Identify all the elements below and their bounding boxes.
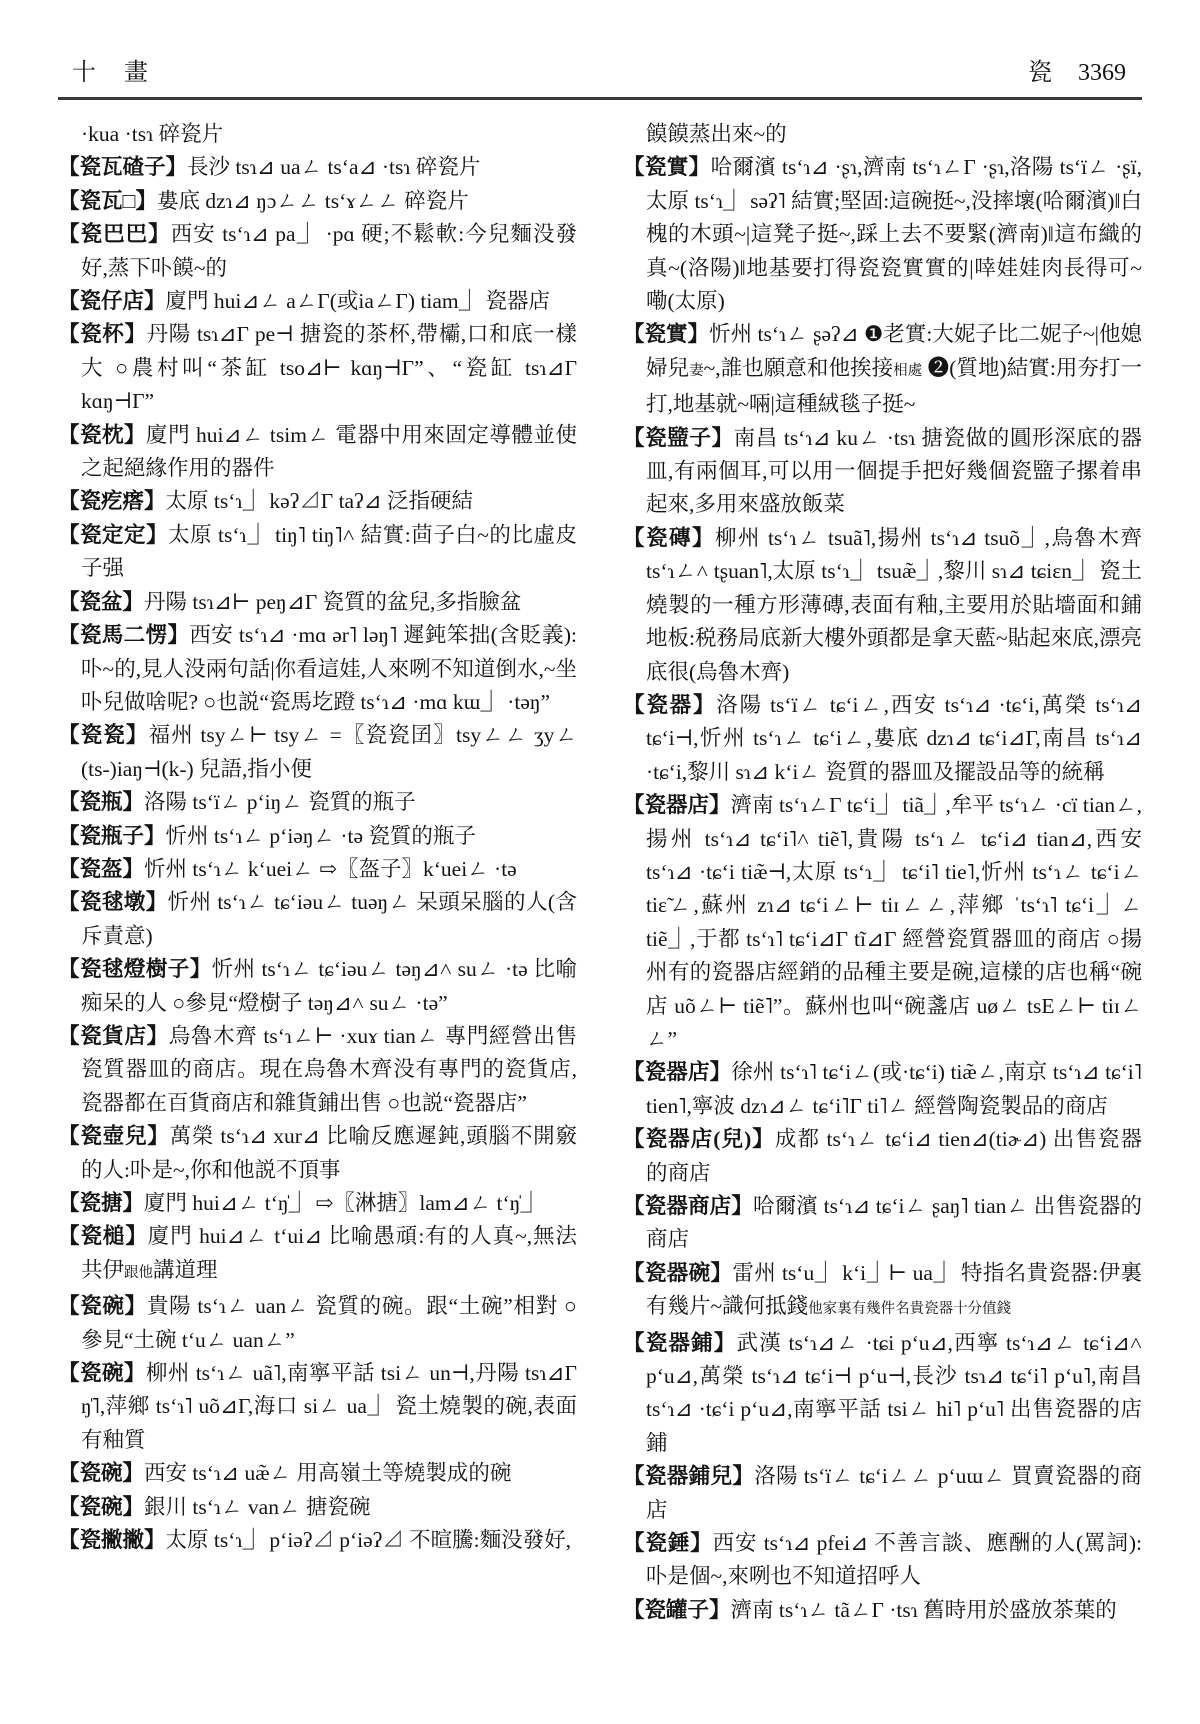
- dictionary-entry: 【瓷馬二愣】西安 tsʻɿ⊿ ·mɑ ər˥ ləŋ˥ 遲鈍笨拙(含貶義):卟~的,見人没兩句話|你看這娃,人來咧不知道倒水,~坐卟兒做啥呢? ○也説“瓷馬圪蹬 tsʻɿ⊿ ·mɑ kɯ⏌ ·təŋ”: [58, 623, 577, 714]
- dictionary-entry: 【瓷器鋪】武漢 tsʻɿ⊿ㄥ ·tɕi pʻu⊿,西寧 tsʻɿ⊿ㄥ tɕʻi⊿˄ pʻu⊿,萬榮 tsʻɿ⊿ tɕʻi⊣ pʻu⊣,長沙 tsɿ⊿ tɕʻi˥ pʻu˥,南昌 tsʻɿ⊿ ·tɕʻi pʻu⊿,南寧平話 tsiㄥ hi˥ pʻu˥ 出售瓷器的店鋪: [623, 1330, 1142, 1455]
- entry-headword: 【瓷磚】: [623, 525, 716, 550]
- dictionary-entry: 【瓷實】忻州 tsʻɿㄥ ʂəʔ⊿ ❶老實:大妮子比二妮子~|他媳婦兒妻~,誰也願意和他挨接相處 ❷(質地)結實:用夯打一打,地基就~啢|這種絨毯子挺~: [623, 322, 1143, 417]
- dictionary-entry: 【瓷仔店】廈門 hui⊿ㄥ aㄥΓ(或iaㄥΓ) tiam⏌ 瓷器店: [58, 289, 550, 314]
- entry-headword: 【瓷盬子】: [623, 425, 734, 450]
- page-header: [58, 44, 1142, 95]
- dictionary-entry: 【瓷瓶】洛陽 tsʻïㄥ pʻiŋㄥ 瓷質的瓶子: [58, 790, 416, 815]
- entry-headword: 【瓷瓶子】: [58, 823, 166, 848]
- section-title: 十 畫: [72, 60, 150, 86]
- entry-headword: 【瓷杯】: [58, 322, 147, 347]
- dictionary-entry: 【瓷定定】太原 tsʻɿ⏌ tiŋ˥ tiŋ˥˄ 結實:茴子白~的比虛皮子强: [58, 522, 577, 581]
- dictionary-entry: 【瓷器商店】哈爾濱 tsʻɿ⊿ tɕʻiㄥ ʂaŋ˥ tianㄥ 出售瓷器的商店: [623, 1194, 1142, 1252]
- entry-headword: 【瓷器店】: [623, 1060, 732, 1085]
- dictionary-entry: 【瓷疙瘩】太原 tsʻɿ⏌ kəʔ⊿Γ taʔ⊿ 泛指硬結: [58, 489, 474, 514]
- entry-headword: 【瓷瓦碴子】: [58, 155, 188, 180]
- annotation-small-text: 相處: [893, 362, 923, 379]
- left-column: [58, 118, 577, 1627]
- entry-headword: 【瓷瓦□】: [58, 188, 157, 213]
- dictionary-entry: 【瓷瓷】福州 tsyㄥ⊢ tsyㄥ =〖瓷瓷囝〗tsyㄥㄥ ʒyㄥ(ts-)iaŋ⊣(k-) 兒語,指小便: [58, 723, 577, 781]
- dictionary-body: [58, 118, 1142, 1627]
- dictionary-entry: 【瓷巴巴】西安 tsʻɿ⊿ pa⏌ ·pɑ 硬;不鬆軟:今兒麵没發好,蒸下卟饃~的: [58, 222, 577, 280]
- entry-headword: 【瓷碗】: [58, 1494, 145, 1519]
- dictionary-entry: 【瓷器店】濟南 tsʻɿㄥΓ tɕʻi⏌ tiã⏌,牟平 tsʻɿㄥ ·cï tianㄥ,揚州 tsʻɿ⊿ tɕʻi˥˄ tiẽ˥,貴陽 tsʻɿㄥ tɕʻi⊿ tian⊿,西安 tsʻɿ⊿ ·tɕʻi tiæ̃⊣,太原 tsʻɿ⏌ tɕʻi˥ tie˥,忻州 tsʻɿㄥ tɕʻiㄥ tiɛ̃ㄥ,蘇州 zɿ⊿ tɕʻiㄥ⊢ tiɪㄥㄥ,萍鄉 ˈtsʻɿ˥ tɕʻi⏌ㄥ tiẽ⏌,于都 tsʻɿ˥ tɕʻi⊿Γ tĩ⊿Γ 經營瓷質器皿的商店 ○揚州有的瓷器店經銷的品種主要是碗,這樣的店也稱“碗店 uõㄥ⊢ tiẽ˥”。蘇州也叫“碗盞店 uøㄥ tsEㄥ⊢ tiɪㄥㄥ”: [623, 793, 1142, 1051]
- entry-headword: 【瓷器鋪】: [623, 1330, 737, 1355]
- entry-headword: 【瓷壺兒】: [58, 1124, 170, 1149]
- dictionary-entry: 【瓷槌】廈門 hui⊿ㄥ tʻui⊿ 比喻愚頑:有的人真~,無法共伊跟他講道理: [58, 1224, 577, 1282]
- dictionary-entry: 【瓷貨店】烏魯木齊 tsʻɿㄥ⊢ ·xuɤ tianㄥ 專門經營出售瓷質器皿的商店。現在烏魯木齊没有專門的瓷貨店,瓷器都在百貨商店和雜貨鋪出售 ○也説“瓷器店”: [58, 1023, 577, 1115]
- entry-continuation: ·kua ·tsɿ 碎瓷片: [81, 122, 224, 146]
- entry-headword: 【瓷盔】: [58, 856, 145, 881]
- right-column: [623, 118, 1142, 1627]
- entry-headword: 【瓷瓶】: [58, 790, 145, 815]
- entry-headword: 【瓷器鋪兒】: [623, 1464, 755, 1489]
- dictionary-entry: 【瓷錘】西安 tsʻɿ⊿ pfei⊿ 不善言談、應酬的人(罵詞):卟是個~,來咧也不知道招呼人: [623, 1531, 1142, 1589]
- entry-headword: 【瓷器店】: [623, 793, 731, 818]
- dictionary-entry: 【瓷器店】徐州 tsʻɿ˥ tɕʻiㄥ(或·tɕʻi) tiæ̃ㄥ,南京 tsʻɿ⊿ tɕʻi˥ tien˥,寧波 dzɿ⊿ㄥ tɕʻi˥Γ ti˥ㄥ 經營陶瓷製品的商店: [623, 1060, 1142, 1118]
- entry-headword: 【瓷馬二愣】: [58, 623, 190, 648]
- entry-headword: 【瓷碗】: [58, 1361, 146, 1386]
- entry-headword: 【瓷撇撇】: [58, 1528, 166, 1553]
- dictionary-entry: 【瓷盔】忻州 tsʻɿㄥ kʻueiㄥ ⇨〖盔子〗kʻueiㄥ ·tə: [58, 856, 517, 881]
- entry-headword: 【瓷巴巴】: [58, 222, 171, 247]
- entry-headword: 【瓷毬燈樹子】: [58, 957, 212, 982]
- dictionary-entry: 【瓷碗】貴陽 tsʻɿㄥ uanㄥ 瓷質的碗。跟“土碗”相對 ○參見“土碗 tʻuㄥ uanㄥ”: [58, 1294, 577, 1352]
- dictionary-entry: 【瓷瓶子】忻州 tsʻɿㄥ pʻiəŋㄥ ·tə 瓷質的瓶子: [58, 823, 476, 848]
- dictionary-entry: 【瓷碗】銀川 tsʻɿㄥ vanㄥ 搪瓷碗: [58, 1494, 371, 1519]
- dictionary-entry: 【瓷碗】柳州 tsʻɿㄥ uã˥,南寧平話 tsiㄥ un⊣,丹陽 tsɿ⊿Γ ŋ̍˥,萍鄉 tsʻɿ˥ uõ⊿Γ,海口 siㄥ ua⏌ 瓷土燒製的碗,表面有釉質: [58, 1361, 577, 1452]
- dictionary-entry: 【瓷器】洛陽 tsʻïㄥ tɕʻiㄥ,西安 tsʻɿ⊿ ·tɕʻi,萬榮 tsʻɿ⊿ tɕʻi⊣,忻州 tsʻɿㄥ tɕʻiㄥ,婁底 dzɿ⊿ tɕʻi⊿Γ,南昌 tsʻɿ⊿ ·tɕʻi,黎川 sɿ⊿ kʻiㄥ 瓷質的器皿及擺設品等的統稱: [623, 692, 1142, 784]
- entry-headword: 【瓷碗】: [58, 1294, 147, 1319]
- entry-headword: 【瓷罐子】: [623, 1597, 731, 1622]
- dictionary-entry: 【瓷瓦□】婁底 dzɿ⊿ ŋɔㄥㄥ tsʻɤㄥㄥ 碎瓷片: [58, 188, 469, 213]
- dictionary-entry: 【瓷器鋪兒】洛陽 tsʻïㄥ tɕʻiㄥㄥ pʻuɯㄥ 買賣瓷器的商店: [623, 1464, 1142, 1522]
- entry-headword: 【瓷定定】: [58, 522, 169, 547]
- dictionary-entry: 【瓷毬燈樹子】忻州 tsʻɿㄥ tɕʻiəuㄥ təŋ⊿˄ suㄥ ·tə 比喻痴呆的人 ○參見“燈樹子 təŋ⊿˄ suㄥ ·tə”: [58, 957, 577, 1015]
- dictionary-entry: 【瓷瓦碴子】長沙 tsɿ⊿ uaㄥ tsʻa⊿ ·tsɿ 碎瓷片: [58, 155, 481, 180]
- dictionary-entry: 【瓷磚】柳州 tsʻɿㄥ tsuã˥,揚州 tsʻɿ⊿ tsuõ⏌,烏魯木齊 tsʻɿㄥ˄ tʂuan˥,太原 tsʻɿ⏌ tsuæ̃⏌,黎川 sɿ⊿ tɕiɛn⏌ 瓷土燒製的一種方形薄磚,表面有釉,主要用於貼墻面和鋪地板:税務局底新大樓外頭都是拿天藍~貼起來底,漂亮底很(烏魯木齊): [623, 525, 1142, 684]
- entry-headword: 【瓷器店(兒)】: [623, 1127, 775, 1152]
- dictionary-entry: 【瓷毬墩】忻州 tsʻɿㄥ tɕʻiəuㄥ tuəŋㄥ 呆頭呆腦的人(含斥責意): [58, 890, 577, 948]
- entry-headword: 【瓷仔店】: [58, 289, 166, 314]
- entry-headword: 【瓷器商店】: [623, 1194, 754, 1218]
- dictionary-entry: 【瓷搪】廈門 hui⊿ㄥ tʻŋ̍⏌ ⇨〖淋搪〗lam⊿ㄥ tʻŋ̍⏌: [58, 1191, 542, 1215]
- guide-word: [1028, 52, 1126, 87]
- entry-headword: 【瓷毬墩】: [58, 890, 168, 915]
- entry-headword: 【瓷枕】: [58, 422, 147, 447]
- entry-headword: 【瓷實】: [623, 322, 710, 347]
- entry-headword: 【瓷疙瘩】: [58, 489, 166, 514]
- entry-headword: 【瓷錘】: [623, 1531, 713, 1556]
- dictionary-entry: 【瓷器碗】雷州 tsʻu⏌ kʻi⏌⊢ ua⏌ 特指名貴瓷器:伊裏有幾片~識何抵錢他家裏有幾件名貴瓷器十分值錢: [623, 1260, 1142, 1319]
- dictionary-entry: 【瓷罐子】濟南 tsʻɿㄥ tãㄥΓ ·tsɿ 舊時用於盛放茶葉的: [623, 1597, 1117, 1622]
- entry-headword: 【瓷瓷】: [58, 723, 149, 748]
- annotation-small-text: 妻: [689, 362, 704, 379]
- entry-headword: 【瓷碗】: [58, 1461, 145, 1486]
- entry-continuation: 饃饃蒸出來~的: [646, 122, 787, 146]
- page-number: 3369: [1078, 60, 1126, 86]
- header-rule: [58, 97, 1142, 100]
- entry-headword: 【瓷貨店】: [58, 1023, 169, 1048]
- entry-headword: 【瓷槌】: [58, 1224, 148, 1249]
- entry-headword: 【瓷實】: [623, 155, 711, 180]
- entry-headword: 【瓷搪】: [58, 1191, 145, 1215]
- dictionary-entry: 【瓷實】哈爾濱 tsʻɿ⊿ ·ʂɿ,濟南 tsʻɿㄥΓ ·ʂɿ,洛陽 tsʻïㄥ ·ʂï,太原 tsʻɿ⏌ səʔ˥ 結實;堅固:這碗挺~,没摔壞(哈爾濱)‖白槐的木頭~|這凳子挺~,踩上去不要緊(濟南)‖這布織的真~(洛陽)‖地基要打得瓷瓷實實的|啈娃娃肉長得可~嘞(太原): [623, 155, 1142, 314]
- annotation-small-text: 跟他: [124, 1264, 154, 1281]
- dictionary-entry: 【瓷碗】西安 tsʻɿ⊿ uæ̃ㄥ 用高嶺土等燒製成的碗: [58, 1461, 512, 1486]
- dictionary-entry: 【瓷盬子】南昌 tsʻɿ⊿ kuㄥ ·tsɿ 搪瓷做的圓形深底的器皿,有兩個耳,可以用一個提手把好幾個瓷盬子摞着串起來,多用來盛放飯菜: [623, 425, 1142, 517]
- annotation-small-text: 他家裏有幾件名貴瓷器十分值錢: [808, 1301, 1012, 1318]
- dictionary-entry: 【瓷器店(兒)】成都 tsʻɿㄥ tɕʻi⊿ tien⊿(tiɚ⊿) 出售瓷器的商店: [623, 1127, 1142, 1185]
- entry-headword: 【瓷器碗】: [623, 1260, 733, 1285]
- dictionary-entry: 【瓷盆】丹陽 tsɿ⊿⊢ peŋ⊿Γ 瓷質的盆兒,多指臉盆: [58, 589, 522, 614]
- dictionary-entry: 【瓷撇撇】太原 tsʻɿ⏌ pʻiəʔ⊿ pʻiəʔ⊿ 不暄騰:麵没發好,: [58, 1528, 571, 1553]
- dictionary-entry: 【瓷杯】丹陽 tsɿ⊿Γ pe⊣ 搪瓷的茶杯,帶欛,口和底一樣大 ○農村叫“茶缸 tso⊿⊢ kɑŋ⊣Γ”、“瓷缸 tsɿ⊿Γ kɑŋ⊣Γ”: [58, 322, 577, 414]
- entry-headword: 【瓷器】: [623, 692, 717, 717]
- dictionary-entry: 【瓷枕】廈門 hui⊿ㄥ tsimㄥ 電器中用來固定導體並使之起絕緣作用的器件: [58, 422, 577, 481]
- dictionary-entry: 【瓷壺兒】萬榮 tsʻɿ⊿ xur⊿ 比喻反應遲鈍,頭腦不開竅的人:卟是~,你和他説不頂事: [58, 1124, 577, 1182]
- guide-char: 瓷: [1028, 60, 1052, 86]
- entry-headword: 【瓷盆】: [58, 589, 145, 614]
